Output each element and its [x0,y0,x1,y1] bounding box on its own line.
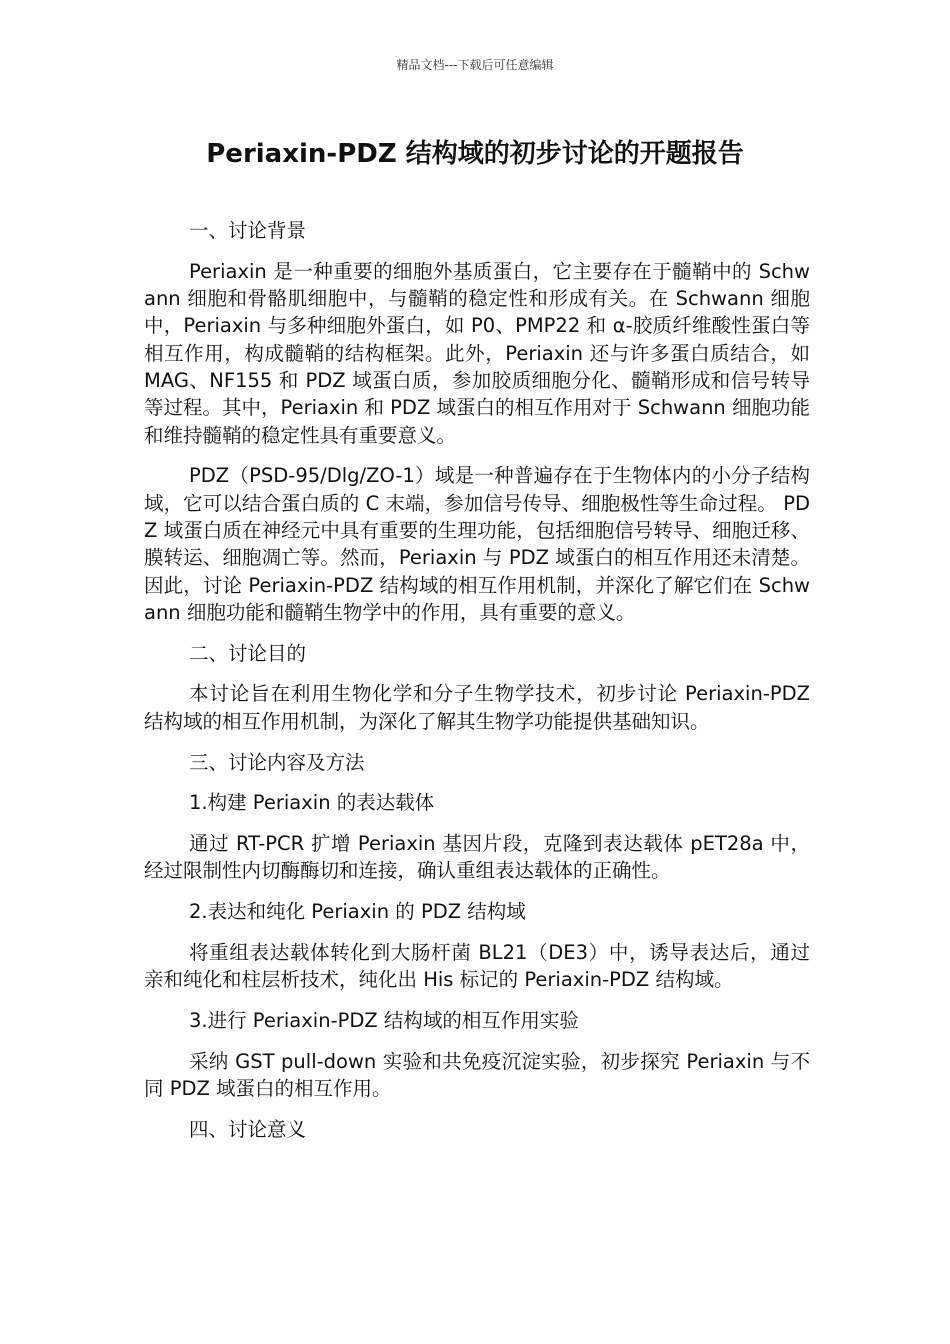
section-heading-purpose: 二、讨论目的 [189,641,307,665]
paragraph-vector: 通过 RT-PCR 扩增 Periaxin 基因片段，克隆到表达载体 pET28a 中，经过限制性内切酶酶切和连接，确认重组表达载体的正确性。 [144,832,810,883]
section-heading-background: 一、讨论背景 [189,219,307,242]
paragraph-periaxin-intro: Periaxin 是一种重要的细胞外基质蛋白，它主要存在于髓鞘中的 Schwann 细胞和骨骼肌细胞中，与髓鞘的稳定性和形成有关。在 Schwann 细胞中，Periaxin 与多种细胞外蛋白，如 P0、PMP22 和 α-胶质纤维酸性蛋白等相互作用，构成髓鞘的结构框架。此外，Periaxin 还与许多蛋白质结合，如 MAG、NF155 和 PDZ 域蛋白质，参加胶质细胞分化、髓鞘形成和信号转导等过程。其中，Periaxin 和 PDZ 域蛋白的相互作用对于 Schwann 细胞功能和维持髓鞘的稳定性具有重要意义。 [144,259,810,447]
section-heading-methods: 三、讨论内容及方法 [189,750,365,774]
section-heading-significance: 四、讨论意义 [189,1118,307,1142]
document-body [144,217,810,1143]
paragraph-expression: 将重组表达载体转化到大肠杆菌 BL21（DE3）中，诱导表达后，通过亲和纯化和柱层析技术，纯化出 His 标记的 Periaxin-PDZ 结构域。 [144,941,810,992]
page-header: 精品文档---下载后可任意编辑 [396,58,554,72]
paragraph-purpose: 本讨论旨在利用生物化学和分子生物学技术，初步讨论 Periaxin-PDZ 结构域的相互作用机制，为深化了解其生物学功能提供基础知识。 [144,682,810,733]
subheading-vector: 1.构建 Periaxin 的表达载体 [189,791,435,815]
subheading-interaction: 3.进行 Periaxin-PDZ 结构域的相互作用实验 [189,1009,579,1033]
document-title: Periaxin-PDZ 结构域的初步讨论的开题报告 [206,139,744,169]
subheading-expression: 2.表达和纯化 Periaxin 的 PDZ 结构域 [189,900,526,924]
paragraph-pdz-domain: PDZ（PSD-95/Dlg/ZO-1）域是一种普遍存在于生物体内的小分子结构域，它可以结合蛋白质的 C 末端，参加信号传导、细胞极性等生命过程。 PDZ 域蛋白质在神经元中具有重要的生理功能，包括细胞信号转导、细胞迁移、膜转运、细胞凋亡等。然而，Periaxin 与 PDZ 域蛋白的相互作用还未清楚。因此，讨论 Periaxin-PDZ 结构域的相互作用机制，并深化了解它们在 Schwann 细胞功能和髓鞘生物学中的作用，具有重要的意义。 [144,464,810,624]
paragraph-interaction: 采纳 GST pull-down 实验和共免疫沉淀实验，初步探究 Periaxin 与不同 PDZ 域蛋白的相互作用。 [144,1049,810,1101]
